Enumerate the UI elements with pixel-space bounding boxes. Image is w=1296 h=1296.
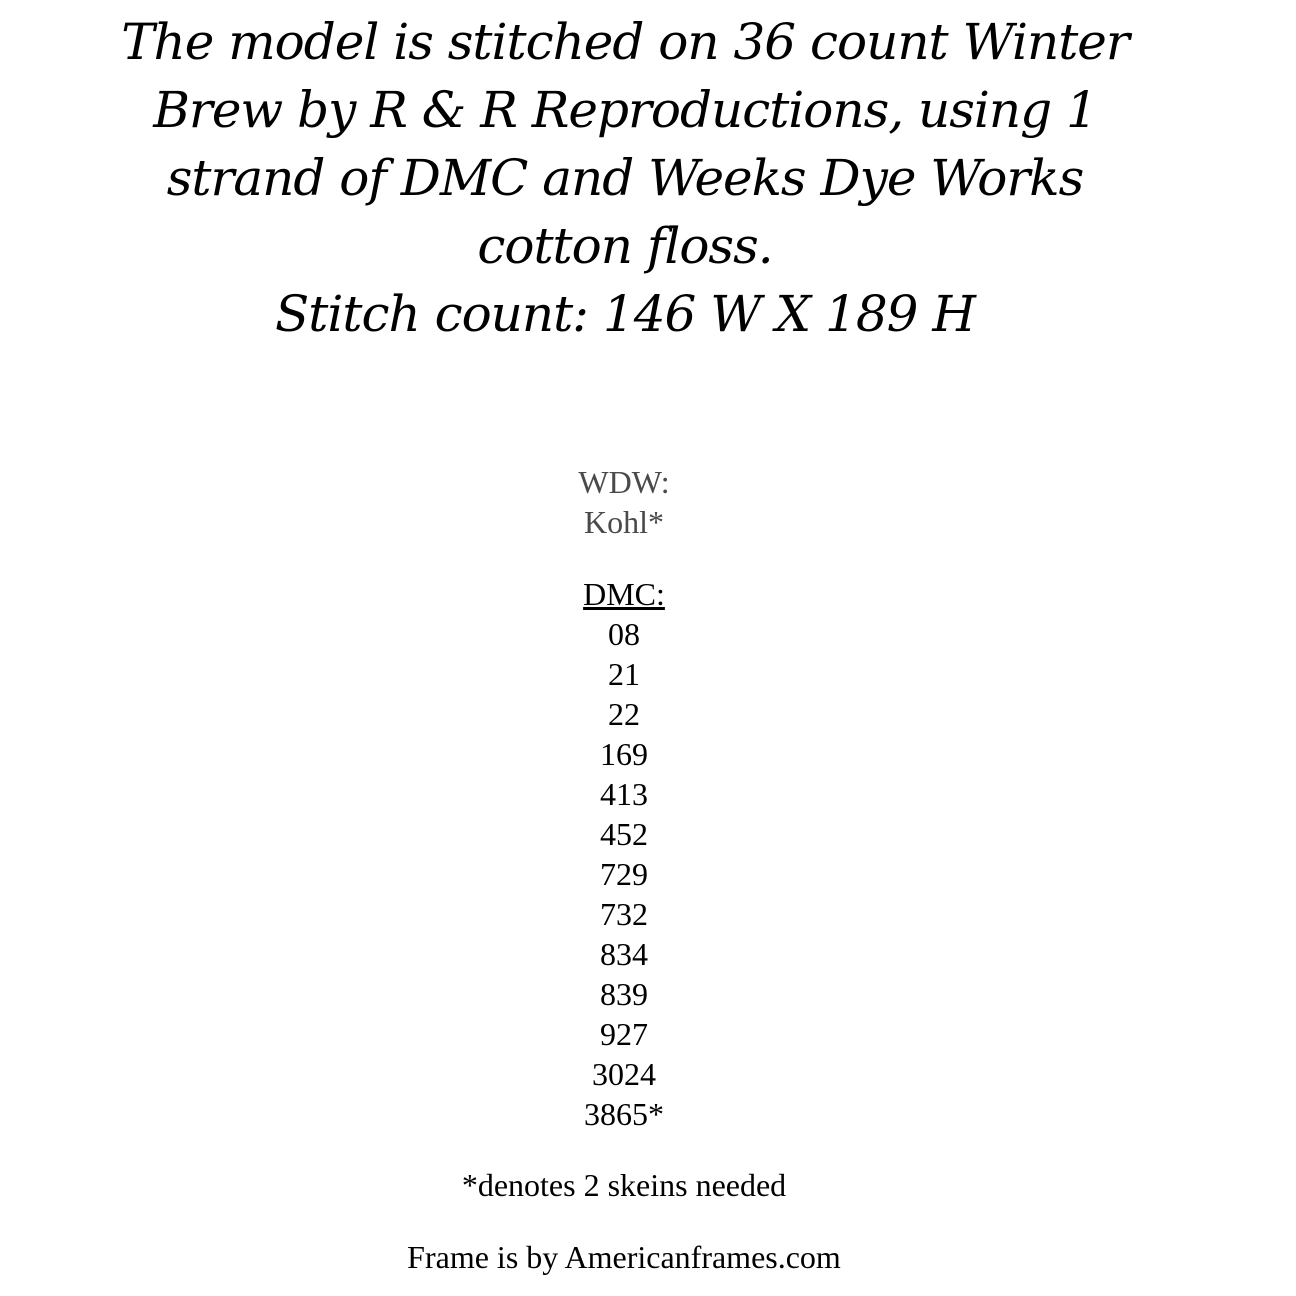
dmc-item: 839 bbox=[600, 976, 648, 1012]
intro-line: The model is stitched on 36 count Winter bbox=[121, 13, 1129, 71]
dmc-item: 08 bbox=[608, 616, 640, 652]
wdw-section bbox=[0, 462, 1248, 542]
dmc-item: 452 bbox=[600, 816, 648, 852]
frame-credit: Frame is by Americanframes.com bbox=[407, 1239, 841, 1275]
intro-text bbox=[0, 8, 1250, 348]
stitch-count: Stitch count: 146 W X 189 H bbox=[275, 285, 975, 343]
section-spacer bbox=[0, 542, 1248, 574]
dmc-item: 21 bbox=[608, 656, 640, 692]
dmc-item: 729 bbox=[600, 856, 648, 892]
dmc-item: 3024 bbox=[592, 1056, 656, 1092]
wdw-heading: WDW: bbox=[578, 464, 670, 500]
dmc-list bbox=[0, 614, 1248, 1134]
dmc-heading: DMC: bbox=[583, 576, 665, 612]
dmc-item: 3865* bbox=[584, 1096, 664, 1132]
wdw-item: Kohl* bbox=[584, 504, 664, 540]
dmc-item: 169 bbox=[600, 736, 648, 772]
skeins-footnote: *denotes 2 skeins needed bbox=[461, 1167, 787, 1203]
intro-line: Brew by R & R Reproductions, using 1 bbox=[153, 81, 1097, 139]
dmc-item: 732 bbox=[600, 896, 648, 932]
intro-line: cotton floss. bbox=[477, 217, 773, 275]
supplies-list bbox=[0, 462, 1248, 1134]
dmc-item: 413 bbox=[600, 776, 648, 812]
intro-line: strand of DMC and Weeks Dye Works bbox=[166, 149, 1084, 207]
dmc-item: 927 bbox=[600, 1016, 648, 1052]
dmc-item: 22 bbox=[608, 696, 640, 732]
dmc-section bbox=[0, 574, 1248, 1134]
dmc-item: 834 bbox=[600, 936, 648, 972]
